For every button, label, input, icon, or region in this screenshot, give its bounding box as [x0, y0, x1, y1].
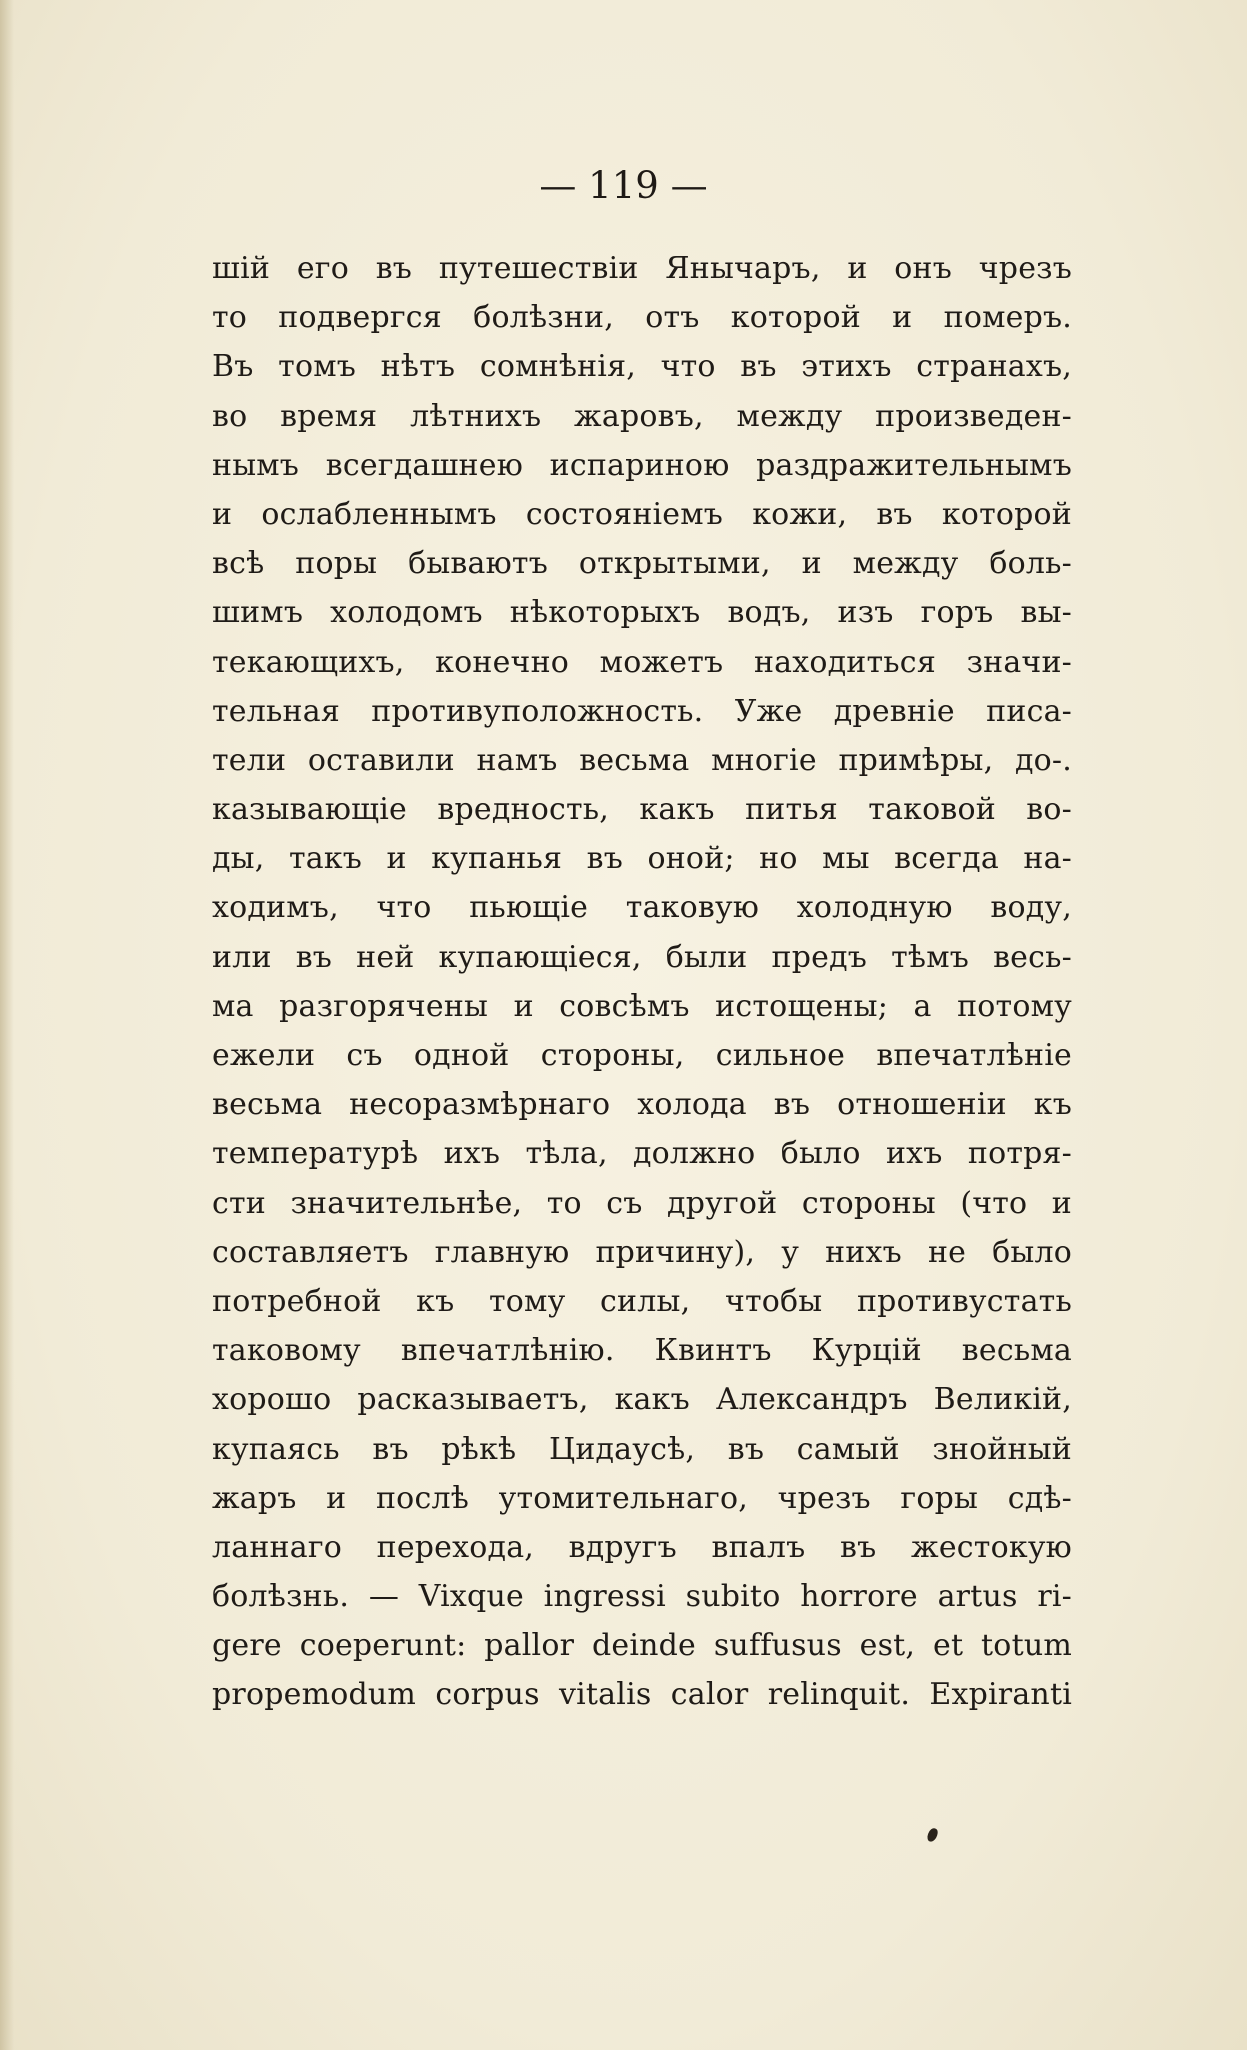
text-line: тели оставили намъ весьма многіе примѣры, до-. — [212, 742, 1072, 778]
text-line: всѣ поры бываютъ открытыми, и между боль- — [212, 546, 1072, 582]
text-line: составляетъ главную причину), у нихъ не было — [212, 1234, 1072, 1270]
text-line: текающихъ, конечно можетъ находиться значи- — [212, 644, 1072, 680]
text-line: потребной къ тому силы, чтобы противустать — [212, 1283, 1072, 1319]
text-line: и ослабленнымъ состояніемъ кожи, въ которой — [212, 496, 1072, 532]
page-number: — 119 — — [539, 164, 708, 207]
text-line: или въ ней купающіеся, были предъ тѣмъ весь- — [212, 939, 1072, 975]
text-line: болѣзнь. — Vixque ingressi subito horrore artus ri- — [212, 1579, 1072, 1615]
text-line: шій его въ путешествіи Янычаръ, и онъ чрезъ — [212, 251, 1072, 286]
text-line: gere coeperunt: pallor deinde suffusus est, et totum — [212, 1628, 1072, 1664]
text-line: нымъ всегдашнею испариною раздражительнымъ — [212, 447, 1072, 483]
text-line: то подвергся болѣзни, отъ которой и померъ. — [212, 300, 1072, 336]
text-line: ланнаго перехода, вдругъ впалъ въ жестокую — [212, 1529, 1072, 1565]
text-line: температурѣ ихъ тѣла, должно было ихъ потря- — [212, 1136, 1072, 1172]
text-line: шимъ холодомъ нѣкоторыхъ водъ, изъ горъ вы- — [212, 595, 1072, 631]
text-line: во время лѣтнихъ жаровъ, между произведен- — [212, 398, 1072, 434]
text-line: ходимъ, что пьющіе таковую холодную воду, — [212, 890, 1072, 926]
text-line: сти значительнѣе, то съ другой стороны (что и — [212, 1185, 1072, 1221]
text-line: Въ томъ нѣтъ сомнѣнія, что въ этихъ странахъ, — [212, 349, 1072, 385]
text-line: ежели съ одной стороны, сильное впечатлѣніе — [212, 1038, 1072, 1073]
text-line: ды, такъ и купанья въ оной; но мы всегда на- — [212, 841, 1072, 877]
text-line: тельная противуположность. Уже древніе писа- — [212, 693, 1072, 729]
text-line: казывающіе вредность, какъ питья таковой во- — [212, 792, 1072, 828]
text-line: ма разгорячены и совсѣмъ истощены; а потому — [212, 988, 1072, 1024]
ink-spot — [926, 1827, 939, 1843]
text-line: propemodum corpus vitalis calor relinquit. Expiranti — [212, 1677, 1072, 1713]
text-line: хорошо расказываетъ, какъ Александръ Великій, — [212, 1382, 1072, 1418]
body-text — [212, 244, 1072, 1720]
text-line: весьма несоразмѣрнаго холода въ отношеніи къ — [212, 1087, 1072, 1123]
text-line: купаясь въ рѣкѣ Цидаусѣ, въ самый знойный — [212, 1431, 1072, 1467]
text-line: жаръ и послѣ утомительнаго, чрезъ горы сдѣ- — [212, 1480, 1072, 1516]
text-line: таковому впечатлѣнію. Квинтъ Курцій весьма — [212, 1333, 1072, 1369]
page-edge-shadow — [0, 0, 14, 2050]
